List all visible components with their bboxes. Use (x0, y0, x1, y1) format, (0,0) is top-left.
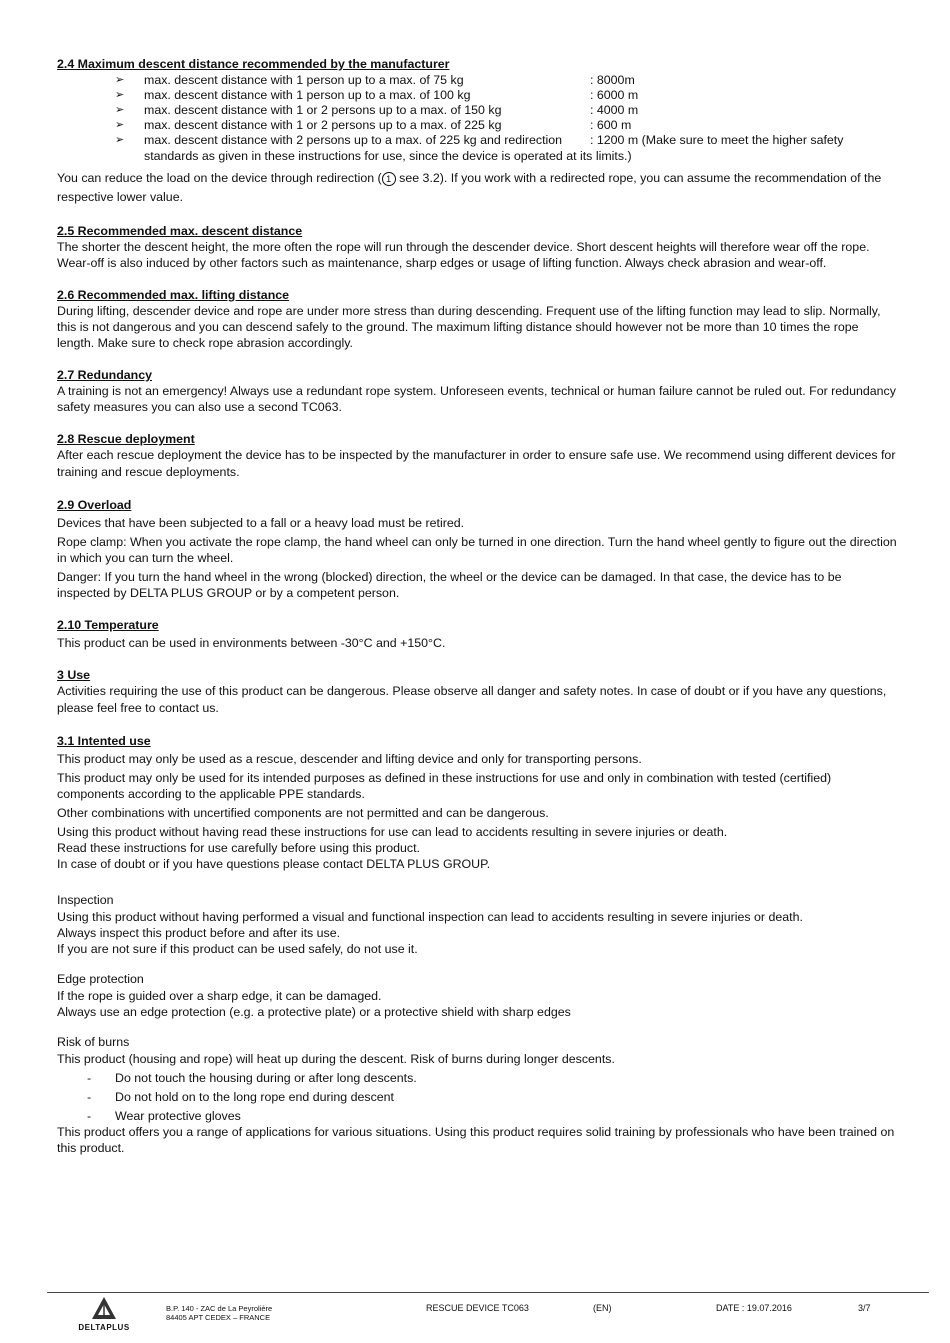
edge-protection-block (57, 971, 897, 1020)
arrow-bullet-icon: ➢ (115, 73, 125, 86)
arrow-bullet-icon: ➢ (115, 103, 125, 116)
section-heading: 2.10 Temperature (57, 618, 159, 632)
footer-address: B.P. 140 - ZAC de La Peyrolière 84405 APT CEDEX – FRANCE (166, 1304, 273, 1322)
list-item-continuation: standards as given in these instructions for use, since the device is operated at its limits.) (144, 149, 632, 163)
section-2-6 (57, 287, 897, 351)
burns-list (57, 1070, 897, 1124)
paragraph: Read these instructions for use carefully before using this product. (57, 841, 420, 855)
arrow-bullet-icon: ➢ (115, 88, 125, 101)
section-heading: 2.5 Recommended max. descent distance (57, 224, 303, 238)
dash-bullet-icon: - (87, 1090, 92, 1104)
list-item: ➢ max. descent distance with 1 person up to a max. of 100 kg : 6000 m (115, 88, 639, 102)
footer-page-number: 3/7 (858, 1303, 871, 1313)
section-2-9 (57, 497, 897, 601)
section-body: Activities requiring the use of this product can be dangerous. Please observe all danger and safety notes. In case of doubt or if you have any questions, please feel free to contact us. (57, 684, 887, 715)
paragraph: Using this product without having performed a visual and functional inspection can lead to accidents resulting in severe injuries or death. (57, 910, 803, 924)
arrow-bullet-icon: ➢ (115, 118, 125, 131)
list-item: - Wear protective gloves (87, 1109, 241, 1123)
list-item: ➢ max. descent distance with 1 person up to a max. of 75 kg : 8000m (115, 73, 635, 87)
paragraph: This product (housing and rope) will heat up during the descent. Risk of burns during longer descents. (57, 1052, 615, 1066)
section-body: After each rescue deployment the device has to be inspected by the manufacturer in order to ensure safe use. We recommend using different devices for training and rescue deployments. (57, 448, 896, 479)
paragraph: Always inspect this product before and after its use. (57, 926, 341, 940)
section-2-5 (57, 223, 897, 271)
redirection-note: You can reduce the load on the device through redirection ( 1 see 3.2). If you work with a redirected rope, you can assume the recommendation of the respective lower value. (57, 171, 882, 204)
section-2-8 (57, 431, 897, 481)
section-body: A training is not an emergency! Always use a redundant rope system. Unforeseen events, technical or human failure cannot be ruled out. For redundancy safety measures you can also use a second TC063. (57, 384, 896, 414)
section-heading: 3 Use (57, 668, 91, 682)
paragraph: This product may only be used as a rescue, descender and lifting device and only for transporting persons. (57, 752, 642, 766)
risk-of-burns-block (57, 1034, 897, 1156)
subsection-title: Risk of burns (57, 1035, 130, 1049)
paragraph: Rope clamp: When you activate the rope clamp, the hand wheel can only be turned in one direction. Turn the hand wheel gently to figure out the direction in which you can turn the wheel. (57, 535, 897, 565)
paragraph: Other combinations with uncertified components are not permitted and can be dangerous. (57, 806, 549, 820)
document-page (57, 56, 897, 1156)
paragraph: Always use an edge protection (e.g. a protective plate) or a protective shield with sharp edges (57, 1005, 571, 1019)
section-heading: 2.8 Rescue deployment (57, 432, 195, 446)
subsection-title: Edge protection (57, 972, 144, 986)
paragraph: If the rope is guided over a sharp edge, it can be damaged. (57, 989, 382, 1003)
arrow-bullet-icon: ➢ (115, 133, 125, 146)
descent-distance-list (57, 72, 897, 147)
paragraph: Danger: If you turn the hand wheel in the wrong (blocked) direction, the wheel or the device can be damaged. In that case, the device has to be inspected by DELTA PLUS GROUP or by a competent person. (57, 570, 842, 600)
paragraph: Using this product without having read these instructions for use can lead to accidents resulting in severe injuries or death. (57, 825, 728, 839)
footer-language: (EN) (593, 1303, 612, 1313)
footer-document-title: RESCUE DEVICE TC063 (426, 1303, 529, 1313)
section-2-10 (57, 617, 897, 651)
footer-divider (47, 1292, 929, 1293)
delta-triangle-icon (66, 1296, 142, 1320)
subsection-title: Inspection (57, 893, 114, 907)
section-heading: 2.4 Maximum descent distance recommended by the manufacturer (57, 57, 450, 71)
section-3 (57, 667, 897, 717)
paragraph: Devices that have been subjected to a fall or a heavy load must be retired. (57, 516, 465, 530)
circled-number-icon: 1 (382, 172, 396, 186)
paragraph: In case of doubt or if you have questions please contact DELTA PLUS GROUP. (57, 857, 491, 871)
section-heading: 3.1 Intented use (57, 734, 151, 748)
section-heading: 2.7 Redundancy (57, 368, 153, 382)
inspection-block (57, 892, 897, 957)
section-body: The shorter the descent height, the more often the rope will run through the descender device. Short descent heights will therefore wear off the rope. Wear-off is also induced by other factors such as maintenance, sharp edges or usage of lifting function. Always check abrasion and wear-off. (57, 240, 870, 270)
logo-text: DELTAPLUS (78, 1323, 130, 1332)
paragraph: This product offers you a range of applications for various situations. Using this product requires solid training by professionals who have been trained on this product. (57, 1125, 895, 1155)
section-heading: 2.9 Overload (57, 498, 132, 512)
section-3-1 (57, 733, 897, 872)
section-body: This product can be used in environments between -30°C and +150°C. (57, 636, 446, 650)
list-item: - Do not hold on to the long rope end during descent (87, 1090, 394, 1104)
list-item: - Do not touch the housing during or after long descents. (87, 1071, 417, 1085)
deltaplus-logo (66, 1296, 142, 1332)
dash-bullet-icon: - (87, 1071, 92, 1085)
section-2-4 (57, 56, 897, 207)
dash-bullet-icon: - (87, 1109, 92, 1123)
paragraph: If you are not sure if this product can be used safely, do not use it. (57, 942, 418, 956)
list-item: ➢ max. descent distance with 1 or 2 persons up to a max. of 225 kg : 600 m (115, 118, 632, 132)
footer-date: DATE : 19.07.2016 (716, 1303, 792, 1313)
list-item: ➢ max. descent distance with 1 or 2 persons up to a max. of 150 kg : 4000 m (115, 103, 639, 117)
section-2-7 (57, 367, 897, 415)
section-body: During lifting, descender device and rope are under more stress than during descending. Frequent use of the lifting function may lead to slip. Normally, this is not dangerous and you can descend safely to the ground. The maximum lifting distance should however not be more than 10 times the rope length. Make sure to check rope abrasion accordingly. (57, 304, 881, 350)
list-item: ➢ max. descent distance with 2 persons up to a max. of 225 kg and redirection : 1200 m (Make sure to meet the higher safety (115, 133, 844, 147)
paragraph: This product may only be used for its intended purposes as defined in these instructions for use and only in combination with tested (certified) components according to the applicable PPE standards. (57, 771, 832, 801)
section-heading: 2.6 Recommended max. lifting distance (57, 288, 290, 302)
